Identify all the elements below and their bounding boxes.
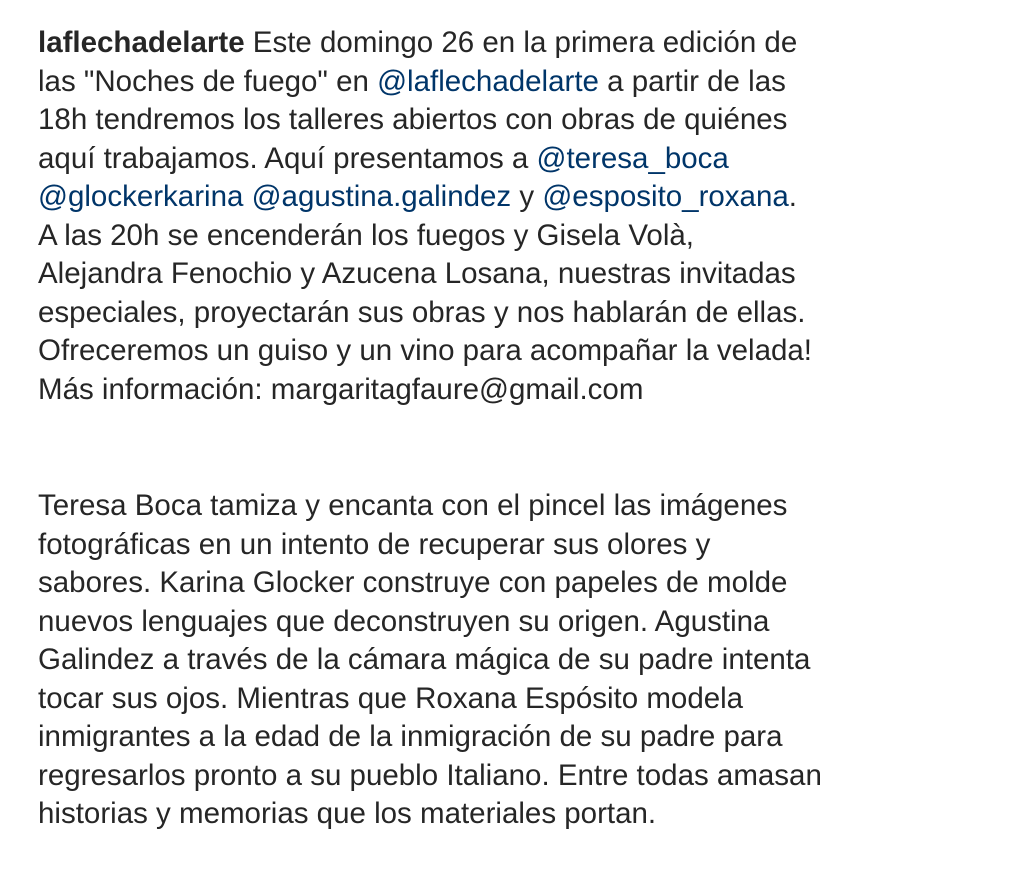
caption-text: Alejandra Fenochio y Azucena Losana, nuestras invitadas	[38, 257, 796, 290]
caption-text: a partir de las	[598, 64, 786, 98]
caption-text: Teresa Boca tamiza y encanta con el pincel las imágenes	[38, 489, 788, 522]
caption-line	[38, 24, 998, 63]
caption-text: fotográficas en un intento de recuperar sus olores y	[38, 527, 711, 561]
caption-line	[38, 217, 998, 256]
caption-text: Este domingo 26 en la primera edición de	[244, 26, 798, 59]
caption-text: 18h tendremos los talleres abiertos con obras de quiénes	[38, 103, 788, 136]
mention-link[interactable]: @esposito_roxana	[542, 180, 789, 213]
caption-line	[38, 101, 998, 140]
caption-text: y	[511, 180, 543, 213]
caption-line	[38, 332, 998, 371]
caption-text: las "Noches de fuego" en	[38, 64, 378, 98]
caption-line	[38, 757, 998, 796]
caption-line	[38, 564, 998, 603]
caption-text: historias y memorias que los materiales portan.	[38, 797, 657, 830]
caption-line	[38, 718, 998, 757]
caption-text: A las 20h se encenderán los fuegos y Gisela Volà,	[38, 218, 694, 252]
caption-line	[38, 795, 998, 834]
caption-line	[38, 487, 998, 526]
username-link[interactable]: laflechadelarte	[38, 26, 245, 59]
caption-text: Más información: margaritagfaure@gmail.com	[38, 372, 644, 406]
caption-line	[38, 294, 998, 333]
mention-link[interactable]: @teresa_boca	[536, 141, 729, 175]
caption-line	[38, 63, 998, 102]
caption-line	[38, 641, 998, 680]
caption-text: aquí trabajamos. Aquí presentamos a	[38, 141, 537, 175]
caption-line	[38, 680, 998, 719]
paragraph-gap	[38, 409, 998, 487]
caption-text: regresarlos pronto a su pueblo Italiano. Entre todas amasan	[38, 758, 822, 792]
post-caption	[38, 24, 998, 834]
caption-text: especiales, proyectarán sus obras y nos hablarán de ellas.	[38, 295, 806, 329]
caption-text: sabores. Karina Glocker construye con papeles de molde	[38, 566, 788, 599]
caption-line	[38, 178, 998, 217]
caption-text: .	[788, 180, 797, 213]
caption-text: Ofreceremos un guiso y un vino para acompañar la velada!	[38, 334, 812, 367]
caption-text: tocar sus ojos. Mientras que Roxana Espósito modela	[38, 681, 744, 715]
mention-link[interactable]: @agustina.galindez	[251, 180, 512, 213]
caption-line	[38, 603, 998, 642]
caption-line	[38, 255, 998, 294]
caption-line	[38, 371, 998, 410]
caption-text: nuevos lenguajes que deconstruyen su origen. Agustina	[38, 604, 770, 638]
mention-link[interactable]: @glockerkarina	[38, 180, 244, 213]
mention-link[interactable]: @laflechadelarte	[377, 64, 599, 98]
caption-line	[38, 526, 998, 565]
caption-text	[243, 180, 251, 213]
caption-text: Galindez a través de la cámara mágica de su padre intenta	[38, 643, 811, 676]
caption-line	[38, 140, 998, 179]
caption-text: inmigrantes a la edad de la inmigración de su padre para	[38, 720, 783, 753]
